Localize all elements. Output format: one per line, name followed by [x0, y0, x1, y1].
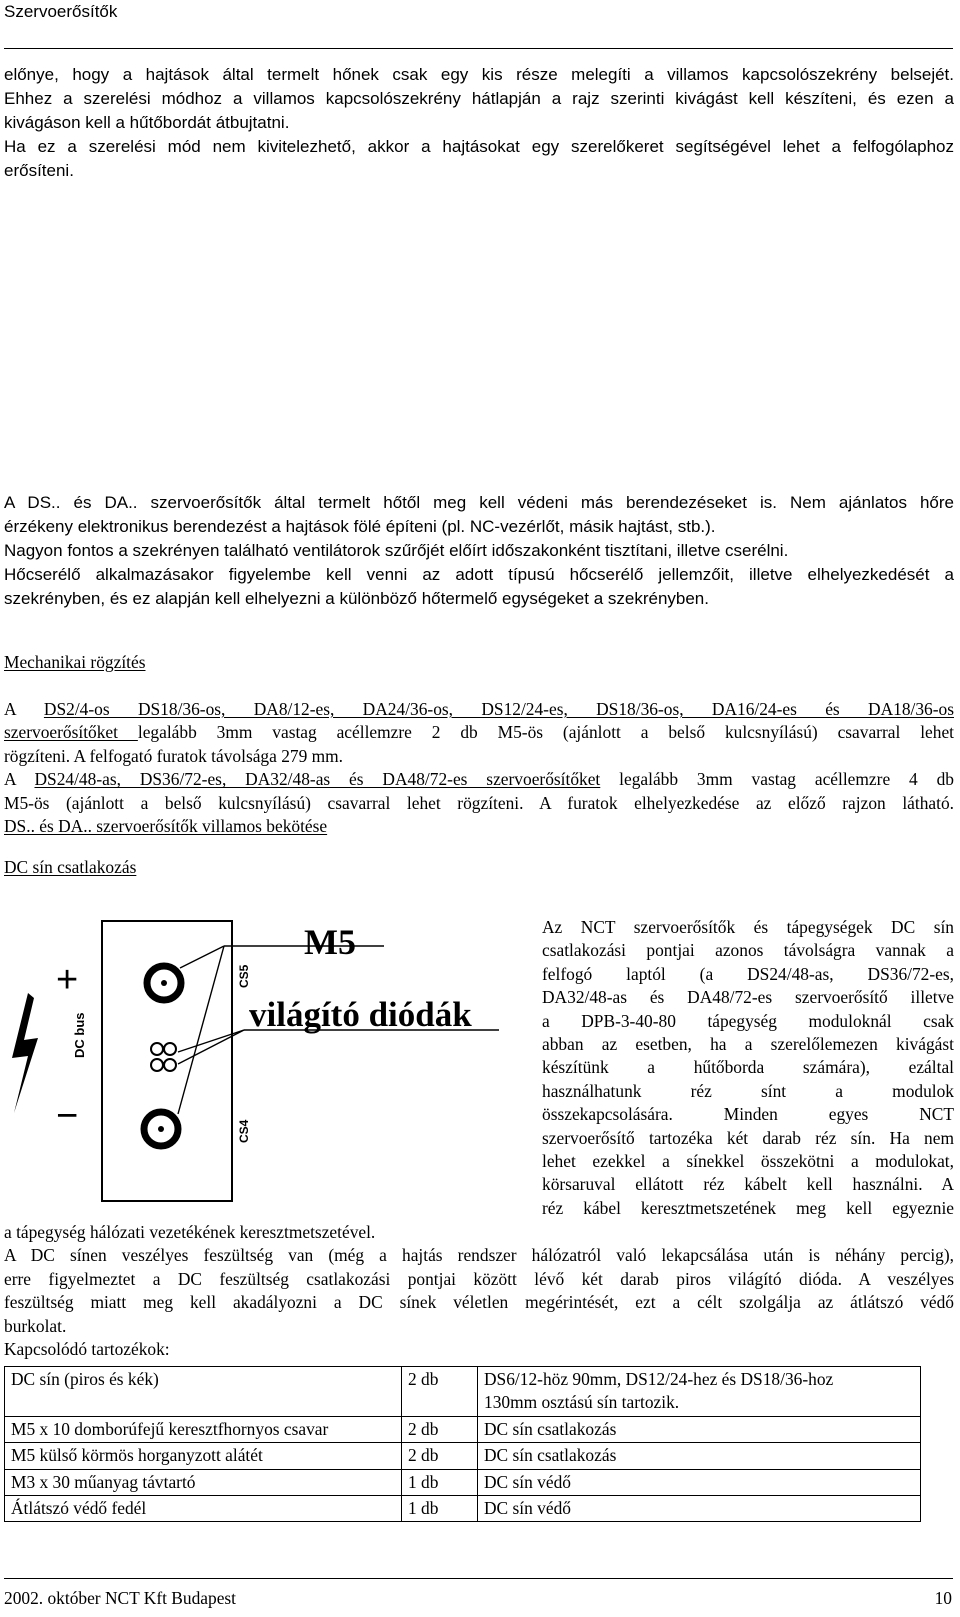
table-cell-note: [478, 1367, 921, 1417]
text-line: erősíteni.: [4, 161, 74, 180]
text-line: kivágáson kell a hűtőbordát átbujtatni.: [4, 113, 290, 132]
note-line: 130mm osztású sín tartozik.: [484, 1392, 680, 1413]
model-list: DS24/48-as, DS36/72-es, DA32/48-as és DA48/72-es szervoerősítőket: [34, 769, 601, 790]
leader-line: [178, 946, 224, 1114]
terminal-top-center: [161, 980, 167, 986]
dc-bus-label: DC bus: [72, 1012, 87, 1058]
text-line: Hőcserélő alkalmazásakor figyelembe kell venni az adott típusú hőcserélő jellemzőit, illetve elhelyezkedését a: [4, 565, 954, 584]
terminal-bottom-center: [158, 1126, 164, 1132]
text-line: szervoerősítő tartozéka két darab réz sín. Ha nem: [542, 1127, 954, 1148]
table-row: [5, 1496, 921, 1522]
text-line: felfogó laptól (a DS24/48-as, DS36/72-es,: [542, 963, 954, 984]
text-line: [4, 721, 954, 744]
table-cell-qty: 1 db: [402, 1469, 478, 1495]
text-line: használhatunk réz sínt a modulok: [542, 1080, 954, 1101]
heat-paragraph: [4, 491, 954, 611]
text-line: A DC sínen veszélyes feszültség van (még a hajtás rendszer hálózatról való lekapcsálása után is néhány percig),: [4, 1245, 954, 1266]
text-line: A DS.. és DA.. szervoerősítők által termelt hőtől meg kell védeni más berendezéseket is. Nem ajánlatos hőre: [4, 493, 954, 512]
table-cell-qty: 2 db: [402, 1367, 478, 1417]
m5-label: M5: [304, 922, 356, 962]
page-number: 10: [934, 1588, 952, 1608]
text-line: feszültség miatt meg kell akadályozni a DC sínek véletlen megérintését, ezt a célt szolgálja az átlátszó védő: [4, 1292, 954, 1313]
dc-warning-paragraph: [4, 1221, 954, 1361]
table-cell-note: DC sín védő: [478, 1469, 921, 1495]
table-cell-qty: 1 db: [402, 1496, 478, 1522]
table-cell-note: DC sín csatlakozás: [478, 1443, 921, 1469]
plus-sign: +: [56, 959, 79, 1001]
table-cell-item: Átlátszó védő fedél: [5, 1496, 402, 1522]
section-heading: DS.. és DA.. szervoerősítők villamos bekötése: [4, 816, 328, 837]
led-indicator: [164, 1059, 176, 1071]
cs5-label: CS5: [237, 964, 251, 988]
text-line: előnye, hogy a hajtások által termelt hőnek csak egy kis része melegíti a villamos kapcsolószekrény belsejét.: [4, 65, 954, 84]
section-heading: DC sín csatlakozás: [4, 857, 137, 877]
table-cell-item: DC sín (piros és kék): [5, 1367, 402, 1417]
table-cell-note: DC sín védő: [478, 1496, 921, 1522]
text-line: réz kábel keresztmetszetének meg kell egyeznie: [542, 1197, 954, 1218]
footer-left: 2002. október NCT Kft Budapest: [4, 1588, 237, 1608]
text-run: legalább 3mm vastag acéllemzre 4 db: [600, 769, 954, 790]
text-line: készítünk a hűtőborda számára), ezáltal: [542, 1057, 954, 1078]
leader-line: [178, 1030, 244, 1064]
table-row: [5, 1469, 921, 1495]
leader-line: [180, 946, 224, 968]
text-line: összekapcsolására. Minden egyes NCT: [542, 1104, 954, 1125]
text-line: Az NCT szervoerősítők és tápegységek DC sín: [542, 917, 954, 937]
table-row: [5, 1443, 921, 1469]
text-line: csatlakozási pontjai azonos távolságra vannak a: [542, 940, 954, 961]
intro-paragraph: [4, 63, 954, 183]
header-divider: [4, 48, 953, 49]
text-line: szekrényben, és ez alapján kell elhelyezni a különböző hőtermelő egységeket a szekrényben.: [4, 589, 709, 608]
lightning-icon: [12, 993, 38, 1113]
text-line: Ha ez a szerelési mód nem kivitelezhető, akkor a hajtásokat egy szerelőkeret segítségével lehet a felfogólaphoz: [4, 137, 954, 156]
led-label: világító diódák: [249, 995, 472, 1034]
text-line: érzékeny elektronikus berendezést a hajtások fölé építeni (pl. NC-vezérlőt, másik hajtást, stb.).: [4, 517, 716, 536]
led-indicator: [164, 1043, 176, 1055]
leader-line: [178, 1030, 244, 1052]
table-cell-item: M3 x 30 műanyag távtartó: [5, 1469, 402, 1495]
text-line: a DPB-3-40-80 tápegység moduloknál csak: [542, 1010, 954, 1031]
text-line: M5-ös (ajánlott a belső kulcsnyílású) csavarral lehet rögzíteni. A furatok elhelyezkedése az előző rajzon látható.: [4, 792, 954, 813]
text-run: legalább 3mm vastag acéllemzre 2 db M5-ös (ajánlott a belső kulcsnyílású) csavarral lehet: [137, 722, 954, 743]
page-header-title: Szervoerősítők: [4, 2, 118, 21]
accessories-label: Kapcsolódó tartozékok:: [4, 1339, 170, 1360]
text-line: rögzíteni. A felfogató furatok távolsága 279 mm.: [4, 745, 344, 766]
note-line: DS6/12-höz 90mm, DS12/24-hez és DS18/36-hoz: [484, 1369, 834, 1389]
text-line: Ehhez a szerelési módhoz a villamos kapcsolószekrény hátlapján a rajz szerinti kivágást kell készíteni, és ezen a: [4, 89, 954, 108]
text-run: A: [4, 769, 35, 790]
text-line: a tápegység hálózati vezetékének keresztmetszetével.: [4, 1222, 376, 1242]
text-line: [4, 698, 954, 721]
mech-heading: [4, 651, 954, 674]
dc-bus-diagram: [4, 918, 499, 1206]
text-line: abban az esetben, ha a szerelőlemezen kivágást: [542, 1034, 954, 1055]
table-cell-note: DC sín csatlakozás: [478, 1416, 921, 1442]
model-list: DS2/4-os DS18/36-os, DA8/12-es, DA24/36-os, DS12/24-es, DS18/36-os, DA16/24-es és DA18/36-os: [43, 699, 954, 719]
section-heading: Mechanikai rögzítés: [4, 652, 146, 672]
text-run: szervoerősítőket: [4, 722, 138, 743]
text-line: Nagyon fontos a szekrényen található ventilátorok szűrőjét előírt időszakonként tisztítani, illetve cserélni.: [4, 541, 789, 560]
table-cell-item: M5 x 10 domborúfejű keresztfhornyos csavar: [5, 1416, 402, 1442]
table-cell-qty: 2 db: [402, 1416, 478, 1442]
dc-side-text: [542, 916, 954, 1220]
footer-divider: [4, 1578, 953, 1579]
table-row: [5, 1416, 921, 1442]
table-row: [5, 1367, 921, 1417]
cs4-label: CS4: [237, 1119, 251, 1143]
accessories-table: [4, 1366, 921, 1522]
text-line: burkolat.: [4, 1315, 67, 1336]
table-cell-item: M5 külső körmös horganyzott alátét: [5, 1443, 402, 1469]
text-line: DA32/48-as és DA48/72-es szervoerősítő illetve: [542, 987, 954, 1008]
text-line: lehet ezekkel a sínekkel összekötni a modulokat,: [542, 1151, 954, 1172]
text-run: A: [4, 699, 44, 719]
text-line: erre figyelmeztet a DC feszültség csatlakozási pontjai között lévő két darab piros világító dióda. A veszélyes: [4, 1268, 954, 1289]
led-indicator: [151, 1043, 163, 1055]
table-cell-qty: 2 db: [402, 1443, 478, 1469]
mech-paragraph: [4, 698, 954, 838]
minus-sign: −: [56, 1095, 79, 1137]
text-line: [4, 768, 954, 791]
dc-heading: [4, 856, 954, 879]
text-line: körsaruval ellátott réz kábelt kell használni. A: [542, 1174, 954, 1195]
led-indicator: [151, 1059, 163, 1071]
